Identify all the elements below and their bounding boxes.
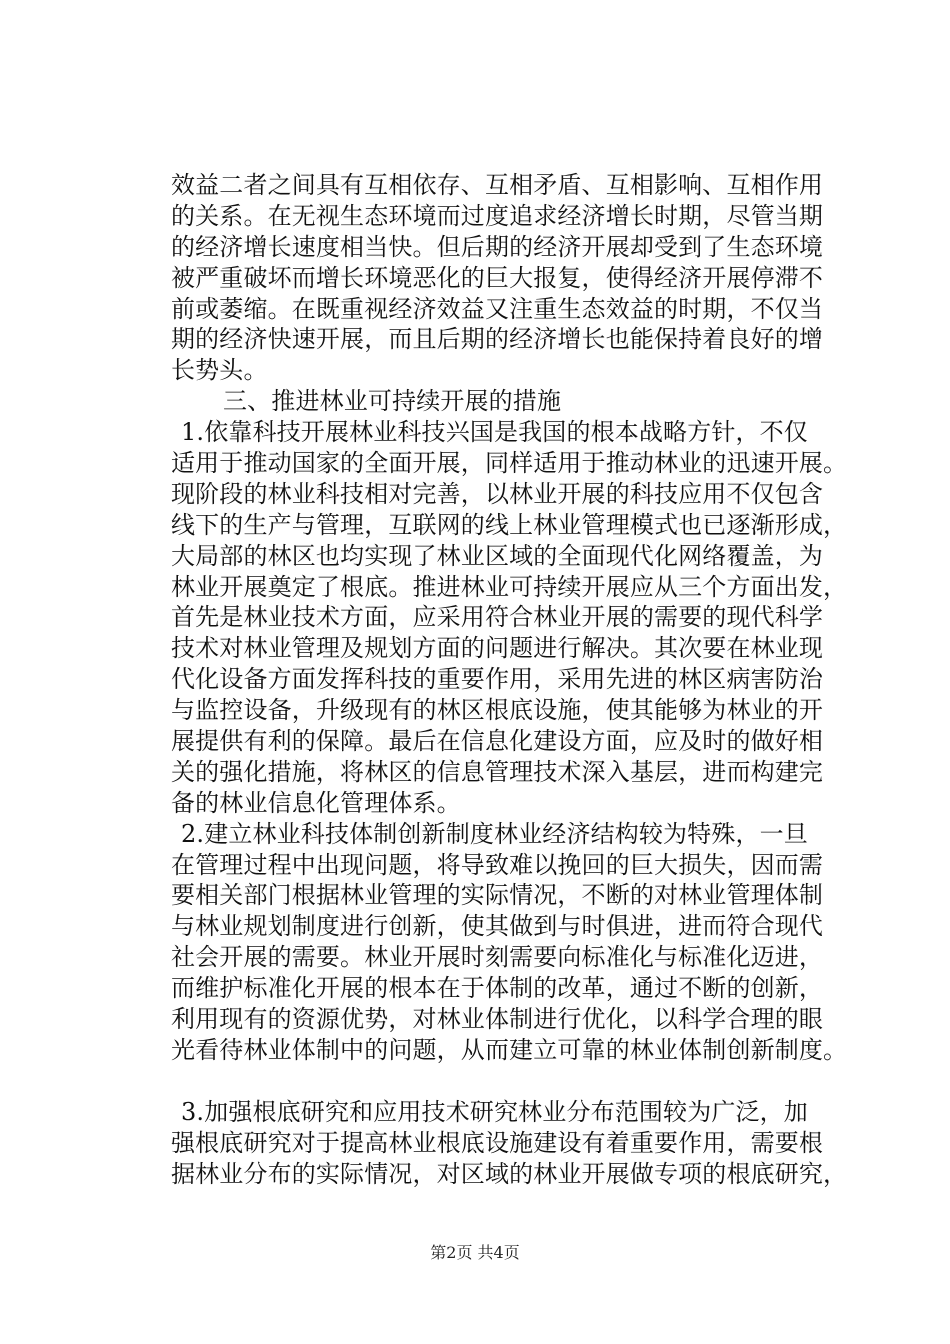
text-line: 的经济增长速度相当快。但后期的经济开展却受到了生态环境 [171, 232, 824, 261]
text-line: 效益二者之间具有互相依存、互相矛盾、互相影响、互相作用 [171, 171, 824, 199]
text-line: 据林业分布的实际情况，对区域的林业开展做专项的根底研究， [171, 1159, 848, 1188]
text-line: 要相关部门根据林业管理的实际情况，不断的对林业管理体制 [171, 881, 824, 910]
text-line: 线下的生产与管理，互联网的线上林业管理模式也已逐渐形成， [171, 510, 848, 539]
text-line: 前或萎缩。在既重视经济效益又注重生态效益的时期，不仅当 [171, 294, 824, 323]
text-line: 而维护标准化开展的根本在于体制的改革，通过不断的创新， [171, 974, 824, 1003]
paragraph-start: 2.建立林业科技体制创新制度林业经济结构较为特殊，一旦 [181, 819, 808, 848]
text-line: 与林业规划制度进行创新，使其做到与时俱进，进而符合现代 [171, 912, 824, 941]
paragraph-gap [171, 1066, 843, 1097]
body-text [171, 170, 848, 1189]
text-line: 关的强化措施，将林区的信息管理技术深入基层，进而构建完 [171, 757, 824, 786]
text-line: 强根底研究对于提高林业根底设施建设有着重要作用，需要根 [171, 1128, 824, 1157]
text-line: 的关系。在无视生态环境而过度追求经济增长时期，尽管当期 [171, 201, 824, 230]
page-footer: 第2页 共4页 [430, 1243, 520, 1262]
text-line: 与监控设备，升级现有的林区根底设施，使其能够为林业的开 [171, 696, 824, 725]
text-line: 社会开展的需要。林业开展时刻需要向标准化与标准化迈进， [171, 943, 824, 972]
text-line: 光看待林业体制中的问题，从而建立可靠的林业体制创新制度。 [171, 1035, 848, 1064]
text-line: 展提供有利的保障。最后在信息化建设方面，应及时的做好相 [171, 727, 824, 756]
text-line: 技术对林业管理及规划方面的问题进行解决。其次要在林业现 [171, 634, 824, 663]
text-line: 利用现有的资源优势，对林业体制进行优化，以科学合理的眼 [171, 1005, 824, 1034]
text-line: 长势头。 [171, 356, 268, 385]
paragraph-start: 1.依靠科技开展林业科技兴国是我国的根本战略方针，不仅 [181, 418, 808, 447]
text-line: 首先是林业技术方面，应采用符合林业开展的需要的现代科学 [171, 603, 824, 632]
text-line: 在管理过程中出现问题，将导致难以挽回的巨大损失，因而需 [171, 850, 824, 879]
section-heading: 三、推进林业可持续开展的措施 [223, 387, 562, 416]
text-line: 适用于推动国家的全面开展，同样适用于推动林业的迅速开展。 [171, 449, 848, 478]
text-line: 被严重破坏而增长环境恶化的巨大报复，使得经济开展停滞不 [171, 263, 824, 292]
text-line: 林业开展奠定了根底。推进林业可持续开展应从三个方面出发， [171, 572, 848, 601]
text-line: 备的林业信息化管理体系。 [171, 788, 461, 817]
text-line: 现阶段的林业科技相对完善，以林业开展的科技应用不仅包含 [171, 479, 824, 508]
text-line: 代化设备方面发挥科技的重要作用，采用先进的林区病害防治 [171, 665, 824, 694]
paragraph-start: 3.加强根底研究和应用技术研究林业分布范围较为广泛，加 [181, 1097, 808, 1126]
text-line: 期的经济快速开展，而且后期的经济增长也能保持着良好的增 [171, 325, 824, 354]
text-line: 大局部的林区也均实现了林业区域的全面现代化网络覆盖，为 [171, 541, 824, 570]
